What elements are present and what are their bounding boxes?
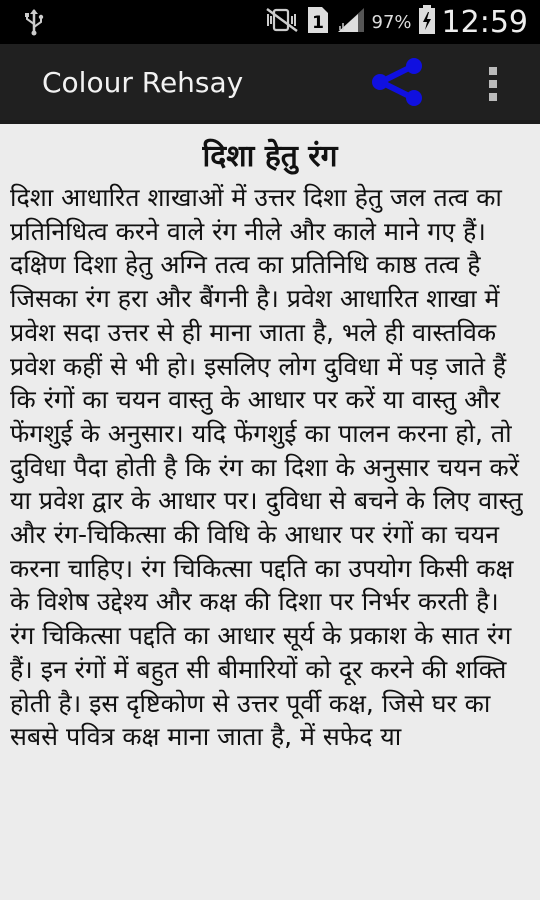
mute-vibrate-icon: [264, 7, 300, 37]
overflow-menu-button[interactable]: [478, 62, 508, 106]
battery-charging-icon: [418, 5, 436, 39]
sim-icon: [306, 6, 330, 38]
clock-time: 12:59: [441, 4, 528, 40]
app-bar: [0, 44, 540, 124]
article-content[interactable]: [0, 128, 540, 900]
overflow-menu-icon: [486, 65, 500, 103]
app-title: Colour Rehsay: [42, 66, 244, 99]
share-button[interactable]: [366, 54, 428, 110]
share-icon: [369, 57, 425, 107]
battery-percent: 97%: [371, 11, 412, 33]
status-bar: [0, 0, 540, 44]
signal-icon: [336, 6, 366, 38]
sim-label: 1: [311, 13, 324, 33]
article-heading: दिशा हेतु रंग: [202, 139, 338, 174]
article-body: दिशा आधारित शाखाओं में उत्तर दिशा हेतु जल तत्व का प्रतिनिधित्व करने वाले रंग नीले और काले माने गए हैं। दक्षिण दिशा हेतु अग्नि तत्व का प्रतिनिधि काष्ठ तत्व है जिसका रंग हरा और बैंगनी है। प्रवेश आधारित शाखा में प्रवेश सदा उत्तर से ही माना जाता है, भले ही वास्तविक प्रवेश कहीं से भी हो। इसलिए लोग दुविधा में पड़ जाते हैं कि रंगों का चयन वास्तु के आधार पर करें या वास्तु और फेंगशुई के अनुसार। यदि फेंगशुई का पालन करना हो, तो दुविधा पैदा होती है कि रंग का दिशा के अनुसार चयन करें या प्रवेश द्वार के आधार पर। दुविधा से बचने के लिए वास्तु और रंग-चिकित्सा की विधि के आधार पर रंगों का चयन करना चाहिए। रंग चिकित्सा पद्दति का उपयोग किसी कक्ष के विशेष उद्देश्य और कक्ष की दिशा पर निर्भर करती है। रंग चिकित्सा पद्दति का आधार सूर्य के प्रकाश के सात रंग हैं। इन रंगों में बहुत सी बीमारियों को दूर करने की शक्ति होती है। इस दृष्टिकोण से उत्तर पूर्वी कक्ष, जिसे घर का सबसे पवित्र कक्ष माना जाता है, में सफेद या: [10, 183, 523, 752]
status-icons: [264, 0, 528, 44]
usb-icon: [22, 8, 46, 36]
